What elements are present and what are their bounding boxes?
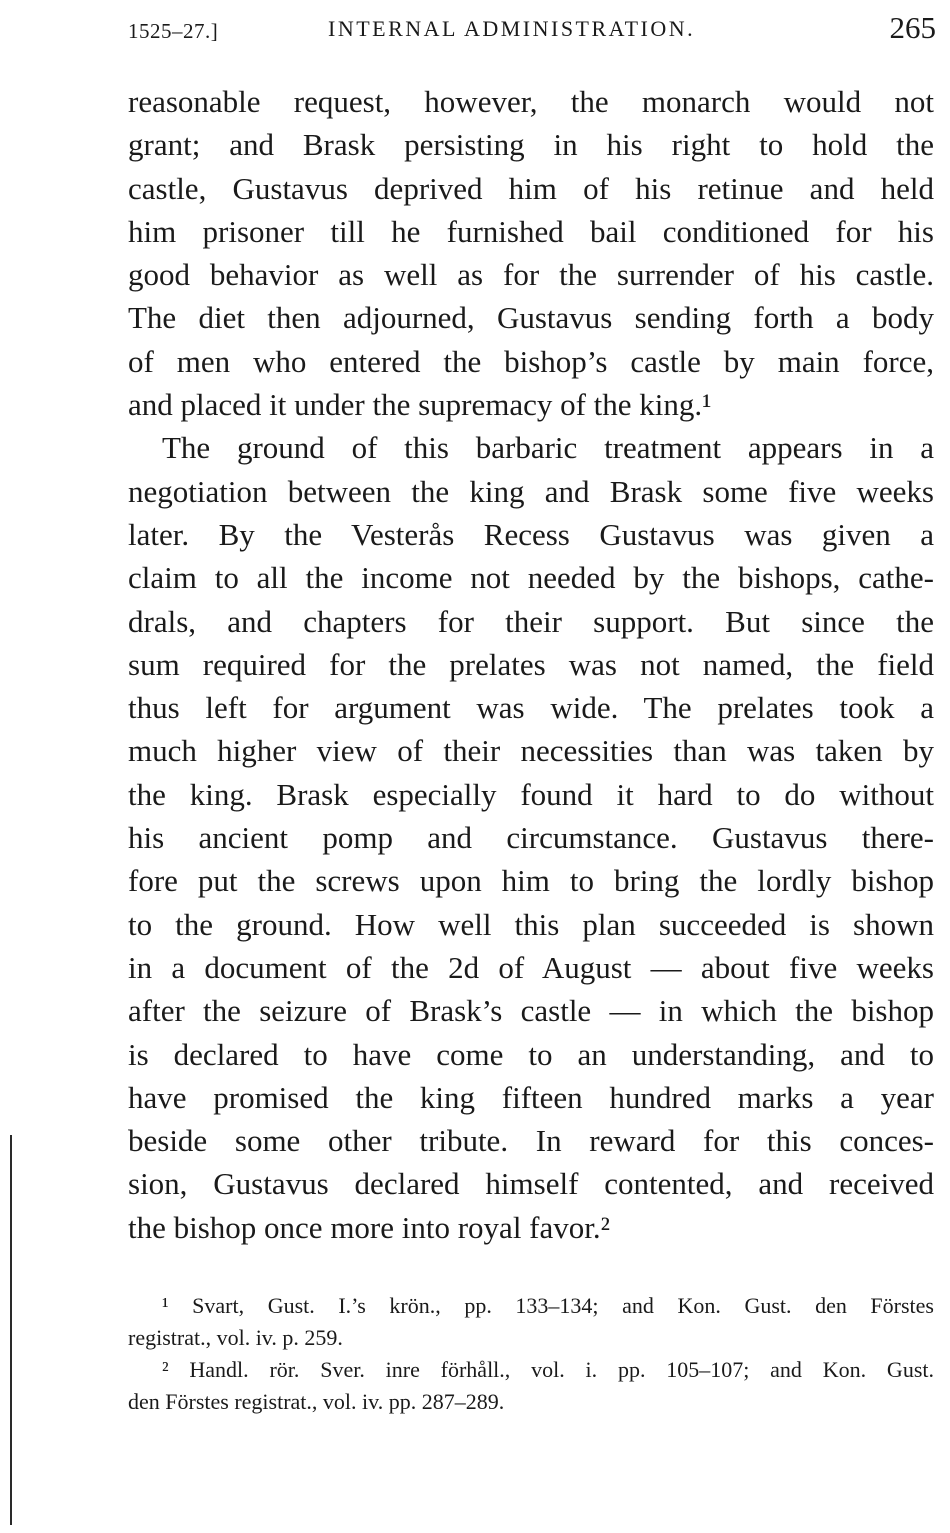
body-line: him prisoner till he furnished bail conditioned for his: [128, 213, 934, 249]
body-line: to the ground. How well this plan succeeded is shown: [128, 906, 934, 942]
body-line: in a document of the 2d of August — about five weeks: [128, 949, 934, 985]
body-line: and placed it under the supremacy of the king.¹: [128, 387, 712, 423]
body-line: the king. Brask especially found it hard to do without: [128, 776, 934, 812]
body-line: good behavior as well as for the surrender of his castle.: [128, 257, 934, 293]
body-line: reasonable request, however, the monarch would not: [128, 84, 934, 119]
body-line: sion, Gustavus declared himself contented, and received: [128, 1166, 934, 1202]
running-head-title: INTERNAL ADMINISTRATION.: [328, 16, 696, 41]
footnote-line: ² Handl. rör. Sver. inre förhåll., vol. i. pp. 105–107; and Kon. Gust.: [162, 1357, 934, 1382]
page-number: 265: [889, 10, 936, 45]
body-line: fore put the screws upon him to bring the lordly bishop: [128, 863, 934, 899]
body-line: castle, Gustavus deprived him of his retinue and held: [128, 170, 934, 206]
body-line: beside some other tribute. In reward for this conces-: [128, 1123, 934, 1159]
footnotes: [128, 1290, 934, 1418]
running-head-date-range: 1525–27.]: [128, 19, 219, 43]
body-line: have promised the king fifteen hundred marks a year: [128, 1079, 934, 1115]
footnote-line: registrat., vol. iv. p. 259.: [128, 1325, 343, 1350]
footnote-line: ¹ Svart, Gust. I.’s krön., pp. 133–134; and Kon. Gust. den Förstes: [162, 1293, 934, 1318]
running-head: [128, 10, 936, 50]
body-line: much higher view of their necessities than was taken by: [128, 733, 934, 769]
footnote-line: den Förstes registrat., vol. iv. pp. 287–289.: [128, 1389, 505, 1414]
body-line: of men who entered the bishop’s castle by main force,: [128, 343, 934, 379]
body-line: sum required for the prelates was not named, the field: [128, 646, 934, 682]
body-line: is declared to have come to an understanding, and to: [128, 1036, 934, 1072]
body-line: the bishop once more into royal favor.²: [128, 1209, 610, 1245]
binding-edge-line: [10, 1135, 12, 1525]
body-line: claim to all the income not needed by the bishops, cathe-: [128, 560, 934, 596]
body-line: thus left for argument was wide. The prelates took a: [128, 690, 934, 726]
body-line: The diet then adjourned, Gustavus sending forth a body: [128, 300, 934, 336]
body-text: [128, 80, 934, 1249]
body-line: after the seizure of Brask’s castle — in which the bishop: [128, 993, 934, 1029]
body-line: The ground of this barbaric treatment appears in a: [162, 430, 934, 466]
body-line: later. By the Vesterås Recess Gustavus was given a: [128, 516, 934, 552]
body-line: his ancient pomp and circumstance. Gustavus there-: [128, 820, 934, 856]
body-line: negotiation between the king and Brask some five weeks: [128, 473, 934, 509]
body-line: drals, and chapters for their support. But since the: [128, 603, 934, 639]
body-line: grant; and Brask persisting in his right to hold the: [128, 127, 934, 163]
